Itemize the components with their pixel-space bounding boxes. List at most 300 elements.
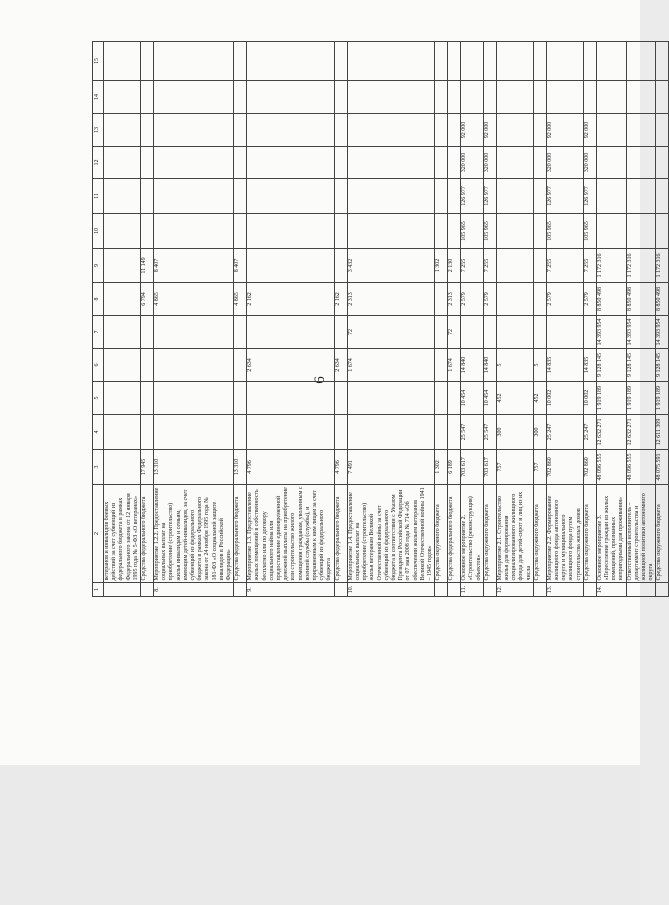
value-cell <box>496 249 533 283</box>
row-number <box>583 583 596 597</box>
value-cell: 4 796 <box>334 450 347 485</box>
row-title: Средства федерального бюджета <box>334 485 347 583</box>
value-cell: 4 865 <box>154 283 234 316</box>
value-cell <box>247 179 334 214</box>
value-cell <box>334 249 347 283</box>
value-cell: 92 000 <box>583 114 596 147</box>
value-cell <box>448 81 461 114</box>
value-cell <box>448 415 461 450</box>
table-header <box>93 42 104 597</box>
value-cell <box>626 179 656 214</box>
value-cell <box>435 283 448 316</box>
value-cell <box>626 114 656 147</box>
table-row <box>247 42 334 597</box>
value-cell <box>247 382 334 415</box>
table-row <box>496 42 533 597</box>
value-cell <box>247 114 334 147</box>
row-number: 8. <box>154 583 234 597</box>
value-cell <box>347 179 434 214</box>
value-cell <box>334 316 347 349</box>
scan-background <box>0 765 640 905</box>
value-cell: 14 393 954 <box>656 316 669 349</box>
value-cell: 105 965 <box>583 214 596 249</box>
value-cell <box>104 147 141 179</box>
table-row <box>141 42 154 597</box>
value-cell: 8 850 498 <box>596 283 626 316</box>
value-cell: 2 579 <box>546 283 583 316</box>
value-cell: 452 <box>496 382 533 415</box>
table-row <box>448 42 461 597</box>
value-cell: 452 <box>533 382 546 415</box>
value-cell <box>154 114 234 147</box>
value-cell: 92 000 <box>461 114 484 147</box>
value-cell <box>234 316 247 349</box>
value-cell <box>533 316 546 349</box>
column-header-15: 15 <box>93 42 104 81</box>
value-cell: 1 302 <box>435 450 448 485</box>
table-row <box>435 42 448 597</box>
value-cell <box>104 382 141 415</box>
table-row <box>546 42 583 597</box>
table-row <box>583 42 596 597</box>
value-cell: 25 547 <box>483 415 496 450</box>
value-cell: 10 002 <box>583 382 596 415</box>
value-cell: 1 172 316 <box>626 249 656 283</box>
table-row <box>483 42 496 597</box>
table-body <box>104 42 669 597</box>
value-cell <box>104 450 141 485</box>
value-cell <box>154 179 234 214</box>
value-cell: 48 096 555 <box>596 450 626 485</box>
row-number: 14. <box>596 583 626 597</box>
column-header-10: 10 <box>93 214 104 249</box>
value-cell: 703 617 <box>461 450 484 485</box>
value-cell: 2 313 <box>347 283 434 316</box>
row-number <box>656 583 669 597</box>
table-row <box>596 42 626 597</box>
value-cell <box>104 81 141 114</box>
value-cell: 105 965 <box>546 214 583 249</box>
value-cell <box>141 81 154 114</box>
value-cell <box>435 42 448 81</box>
value-cell: 12 632 271 <box>596 415 626 450</box>
value-cell <box>347 382 434 415</box>
value-cell: 2 130 <box>448 249 461 283</box>
row-number <box>104 583 141 597</box>
value-cell: 8 850 498 <box>626 283 656 316</box>
value-cell <box>347 81 434 114</box>
value-cell <box>656 42 669 81</box>
value-cell <box>247 316 334 349</box>
column-header-6: 6 <box>93 349 104 382</box>
value-cell <box>141 316 154 349</box>
value-cell <box>234 382 247 415</box>
row-number: 11. <box>461 583 484 597</box>
value-cell: 92 000 <box>483 114 496 147</box>
row-number <box>334 583 347 597</box>
row-title: Средства окружного бюджета <box>583 485 596 583</box>
value-cell <box>496 316 533 349</box>
value-cell: 126 977 <box>546 179 583 214</box>
value-cell <box>435 214 448 249</box>
row-title: Мероприятие 1.4. Предоставление социальных выплат на приобретение (строительство) жилья ветеранам Великой Отечественной войны за счет субвенций из федерального бюджета в соответствии с Указом Президента Российской Федерации от 07 мая 2008 года № 714 «Об обеспечении жильем ветеранов Великой Отечественной войны 1941 – 1945 годов» <box>347 485 434 583</box>
row-number: 13. <box>546 583 583 597</box>
value-cell <box>546 316 583 349</box>
column-header-1: 1 <box>93 583 104 597</box>
value-cell <box>533 114 546 147</box>
value-cell: 1 172 316 <box>656 249 669 283</box>
table-row <box>656 42 669 597</box>
value-cell: 72 <box>347 316 434 349</box>
value-cell <box>448 42 461 81</box>
row-title: Средства федерального бюджета <box>141 485 154 583</box>
value-cell <box>104 316 141 349</box>
value-cell <box>483 81 496 114</box>
value-cell: 14 393 954 <box>626 316 656 349</box>
value-cell: 7 255 <box>546 249 583 283</box>
value-cell: 757 <box>533 450 546 485</box>
value-cell <box>596 147 626 179</box>
value-cell <box>347 42 434 81</box>
value-cell <box>496 81 533 114</box>
value-cell <box>448 214 461 249</box>
value-cell: 4 865 <box>234 283 247 316</box>
row-number <box>234 583 247 597</box>
value-cell: 7 255 <box>583 249 596 283</box>
row-title: Средства окружного бюджета <box>483 485 496 583</box>
value-cell <box>496 114 533 147</box>
value-cell <box>448 179 461 214</box>
value-cell <box>141 147 154 179</box>
value-cell: 13 310 <box>234 450 247 485</box>
value-cell: 300 <box>496 415 533 450</box>
value-cell: 6 189 <box>448 450 461 485</box>
row-title: Средства окружного бюджета <box>656 485 669 583</box>
row-number: 9. <box>247 583 334 597</box>
row-number <box>435 583 448 597</box>
value-cell: 320 000 <box>583 147 596 179</box>
value-cell <box>496 42 533 81</box>
value-cell <box>104 42 141 81</box>
value-cell: 126 977 <box>461 179 484 214</box>
column-header-7: 7 <box>93 316 104 349</box>
value-cell <box>104 349 141 382</box>
value-cell <box>656 81 669 114</box>
value-cell: 320 000 <box>546 147 583 179</box>
value-cell: 72 <box>448 316 461 349</box>
value-cell: 1 674 <box>448 349 461 382</box>
value-cell <box>234 179 247 214</box>
value-cell <box>461 81 484 114</box>
column-header-5: 5 <box>93 382 104 415</box>
value-cell <box>656 214 669 249</box>
value-cell: 7 255 <box>483 249 496 283</box>
value-cell <box>533 283 546 316</box>
row-title: Основное мероприятие 3. «Переселение граждан из жилых помещений, признанных непригодными для проживания» <box>596 485 626 583</box>
value-cell: 14 835 <box>546 349 583 382</box>
value-cell <box>546 81 583 114</box>
value-cell <box>596 42 626 81</box>
value-cell <box>334 415 347 450</box>
value-cell: 12 632 271 <box>626 415 656 450</box>
value-cell: 12 611 309 <box>656 415 669 450</box>
value-cell <box>104 249 141 283</box>
column-header-12: 12 <box>93 147 104 179</box>
value-cell: 10 454 <box>483 382 496 415</box>
table-row <box>234 42 247 597</box>
value-cell <box>596 114 626 147</box>
column-header-2: 2 <box>93 485 104 583</box>
value-cell: 13 310 <box>154 450 234 485</box>
value-cell <box>334 42 347 81</box>
value-cell <box>247 81 334 114</box>
value-cell <box>496 179 533 214</box>
value-cell <box>347 114 434 147</box>
value-cell <box>334 147 347 179</box>
value-cell <box>533 42 546 81</box>
rotated-table-frame <box>92 52 663 597</box>
value-cell: 92 000 <box>546 114 583 147</box>
row-number <box>483 583 496 597</box>
value-cell <box>533 147 546 179</box>
value-cell: 9 128 145 <box>656 349 669 382</box>
value-cell <box>154 415 234 450</box>
row-number <box>448 583 461 597</box>
value-cell: 14 840 <box>483 349 496 382</box>
column-header-13: 13 <box>93 114 104 147</box>
value-cell <box>141 382 154 415</box>
value-cell <box>141 42 154 81</box>
value-cell <box>154 42 234 81</box>
value-cell <box>656 114 669 147</box>
value-cell <box>656 179 669 214</box>
table-row <box>154 42 234 597</box>
value-cell <box>247 249 334 283</box>
value-cell <box>247 42 334 81</box>
value-cell: 1 302 <box>435 249 448 283</box>
value-cell <box>596 81 626 114</box>
value-cell <box>141 415 154 450</box>
value-cell: 8 407 <box>234 249 247 283</box>
value-cell <box>154 147 234 179</box>
column-header-14: 14 <box>93 81 104 114</box>
value-cell: 2 634 <box>334 349 347 382</box>
value-cell: 14 393 954 <box>596 316 626 349</box>
value-cell <box>154 81 234 114</box>
value-cell <box>435 382 448 415</box>
value-cell: 9 128 145 <box>596 349 626 382</box>
value-cell <box>234 214 247 249</box>
row-number: 10. <box>347 583 434 597</box>
column-header-8: 8 <box>93 283 104 316</box>
value-cell <box>583 316 596 349</box>
value-cell <box>435 316 448 349</box>
value-cell: 702 860 <box>546 450 583 485</box>
value-cell: 5 <box>533 349 546 382</box>
row-number <box>626 583 656 597</box>
value-cell <box>334 214 347 249</box>
value-cell: 25 247 <box>583 415 596 450</box>
row-title: Мероприятие 2.1. Строительство жилья для формирования специализированного жилищного фонда для детей-сирот и лиц из их числа <box>496 485 533 583</box>
value-cell: 2 579 <box>461 283 484 316</box>
value-cell: 3 432 <box>347 249 434 283</box>
value-cell <box>435 81 448 114</box>
table-row <box>533 42 546 597</box>
table-row <box>461 42 484 597</box>
value-cell: 11 149 <box>141 249 154 283</box>
row-number: 12. <box>496 583 533 597</box>
row-title: Мероприятие 1.2.2. Предоставление социальных выплат на приобретение (строительство) жилья инвалидам и семьям, имеющим детей-инвалидов, за счет субвенций из федерального бюджета в рамках Федерального закона от 24 ноября 1995 года № 181-ФЗ «О социальной защите инвалидов в Российской Федерации» <box>154 485 234 583</box>
value-cell <box>448 114 461 147</box>
value-cell: 10 002 <box>546 382 583 415</box>
value-cell <box>496 147 533 179</box>
value-cell: 25 247 <box>546 415 583 450</box>
value-cell: 1 919 189 <box>596 382 626 415</box>
value-cell <box>234 349 247 382</box>
value-cell: 105 965 <box>483 214 496 249</box>
value-cell <box>104 283 141 316</box>
value-cell: 1 172 316 <box>596 249 626 283</box>
value-cell <box>141 214 154 249</box>
value-cell <box>435 114 448 147</box>
value-cell <box>154 382 234 415</box>
value-cell <box>234 147 247 179</box>
value-cell: 14 840 <box>461 349 484 382</box>
value-cell <box>583 81 596 114</box>
value-cell <box>533 214 546 249</box>
value-cell: 1 919 189 <box>626 382 656 415</box>
value-cell <box>234 42 247 81</box>
value-cell <box>347 214 434 249</box>
value-cell <box>234 81 247 114</box>
value-cell <box>596 179 626 214</box>
value-cell: 320 000 <box>483 147 496 179</box>
value-cell <box>234 415 247 450</box>
value-cell <box>347 147 434 179</box>
value-cell: 757 <box>496 450 533 485</box>
column-header-4: 4 <box>93 415 104 450</box>
value-cell: 7 491 <box>347 450 434 485</box>
row-number <box>141 583 154 597</box>
value-cell: 2 162 <box>247 283 334 316</box>
value-cell <box>533 249 546 283</box>
value-cell <box>247 214 334 249</box>
value-cell: 9 128 145 <box>626 349 656 382</box>
value-cell <box>234 114 247 147</box>
value-cell: 10 454 <box>461 382 484 415</box>
row-title: Средства федерального бюджета <box>234 485 247 583</box>
value-cell <box>496 214 533 249</box>
value-cell <box>104 214 141 249</box>
value-cell: 17 945 <box>141 450 154 485</box>
page-number: 6 <box>312 376 328 384</box>
value-cell: 2 579 <box>483 283 496 316</box>
value-cell <box>448 147 461 179</box>
row-title: ветеранов и инвалидов боевых действий за счет субвенций из федерального бюджета в рамках Федерального закона от 12 января 1995 года № 5-ФЗ «О ветеранах» <box>104 485 141 583</box>
value-cell <box>461 42 484 81</box>
value-cell <box>154 316 234 349</box>
value-cell <box>435 179 448 214</box>
value-cell: 1 674 <box>347 349 434 382</box>
table-row <box>104 42 141 597</box>
value-cell <box>334 382 347 415</box>
value-cell <box>583 42 596 81</box>
row-title: Мероприятие 1.3. Предоставление жилых помещений в собственность бесплатно или по договору социального найма или предоставление единовременной денежной выплаты на приобретение или строительство жилого помещения гражданам, уволенным с военной службы (службы), и приравненным к ним лицам за счет субвенций из федерального бюджета <box>247 485 334 583</box>
value-cell: 126 977 <box>483 179 496 214</box>
value-cell: 1 919 189 <box>656 382 669 415</box>
value-cell <box>141 179 154 214</box>
value-cell: 48 096 555 <box>626 450 656 485</box>
value-cell: 702 860 <box>583 450 596 485</box>
value-cell: 14 835 <box>583 349 596 382</box>
column-header-3: 3 <box>93 450 104 485</box>
table-row <box>626 42 656 597</box>
value-cell <box>334 81 347 114</box>
value-cell: 2 313 <box>448 283 461 316</box>
value-cell: 2 579 <box>583 283 596 316</box>
value-cell <box>546 42 583 81</box>
value-cell: 8 407 <box>154 249 234 283</box>
value-cell <box>154 349 234 382</box>
value-cell <box>347 415 434 450</box>
value-cell: 300 <box>533 415 546 450</box>
value-cell <box>483 316 496 349</box>
value-cell <box>104 415 141 450</box>
value-cell: 7 255 <box>461 249 484 283</box>
value-cell <box>626 214 656 249</box>
value-cell: 2 162 <box>334 283 347 316</box>
value-cell <box>626 42 656 81</box>
value-cell: 126 977 <box>583 179 596 214</box>
value-cell <box>533 81 546 114</box>
value-cell <box>141 114 154 147</box>
value-cell <box>626 147 656 179</box>
value-cell <box>435 147 448 179</box>
row-title: Средства окружного бюджета <box>435 485 448 583</box>
value-cell <box>435 415 448 450</box>
value-cell <box>596 214 626 249</box>
value-cell <box>461 316 484 349</box>
table-row <box>334 42 347 597</box>
row-number <box>533 583 546 597</box>
value-cell <box>334 114 347 147</box>
value-cell: 4 796 <box>247 450 334 485</box>
value-cell: 2 634 <box>247 349 334 382</box>
value-cell: 6 794 <box>141 283 154 316</box>
table-row <box>347 42 434 597</box>
row-title: Средства окружного бюджета <box>533 485 546 583</box>
value-cell: 48 075 591 <box>656 450 669 485</box>
value-cell <box>448 382 461 415</box>
value-cell <box>435 349 448 382</box>
value-cell <box>626 81 656 114</box>
value-cell <box>154 214 234 249</box>
value-cell <box>104 179 141 214</box>
value-cell <box>656 147 669 179</box>
value-cell <box>483 42 496 81</box>
value-cell: 320 000 <box>461 147 484 179</box>
row-title: Средства федерального бюджета <box>448 485 461 583</box>
value-cell: 105 965 <box>461 214 484 249</box>
budget-table <box>92 41 669 597</box>
table-container <box>92 52 663 597</box>
value-cell <box>247 147 334 179</box>
value-cell: 5 <box>496 349 533 382</box>
value-cell <box>496 283 533 316</box>
value-cell: 25 547 <box>461 415 484 450</box>
row-title: Мероприятие 2.2. Формирование жилищного фонда автономного округа и муниципального жилищного фонда путем строительства жилых домов <box>546 485 583 583</box>
row-title: Ответственный исполнитель – департамент строительства и жилищной политики автономного округа <box>626 485 656 583</box>
